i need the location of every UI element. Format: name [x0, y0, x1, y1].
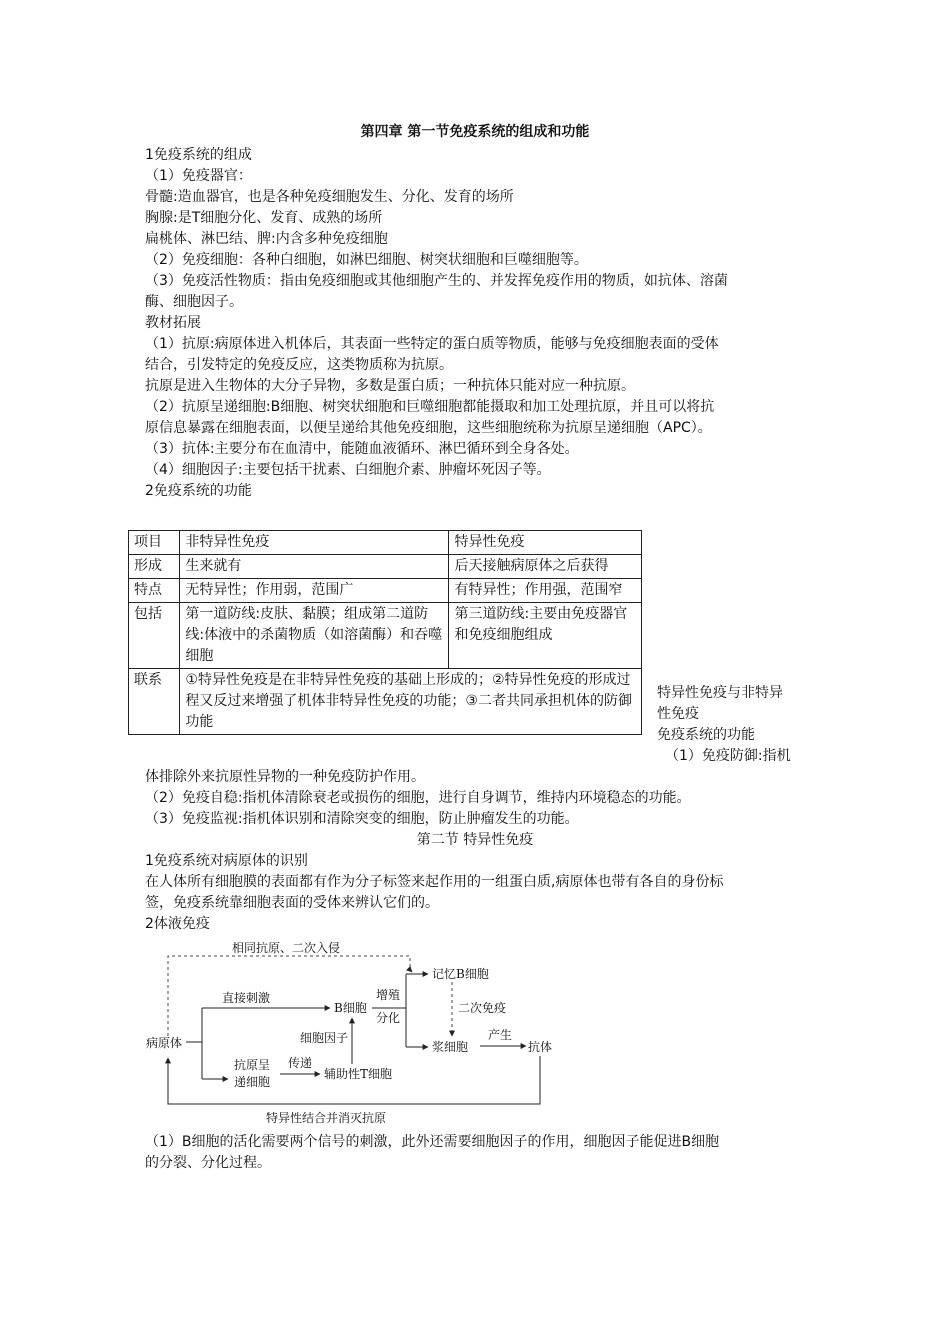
text-line: 扁桃体、淋巴结、脾:内含多种免疫细胞	[145, 231, 388, 247]
node-apc-line1: 抗原呈	[234, 1058, 271, 1072]
label-produce: 产生	[488, 1028, 513, 1042]
text-line: （1）B细胞的活化需要两个信号的刺激，此外还需要细胞因子的作用，细胞因子能促进B细胞	[145, 1134, 720, 1150]
text-line: 胸腺:是T细胞分化、发育、成熟的场所	[145, 210, 383, 226]
label-second-immunity: 二次免疫	[458, 1001, 507, 1015]
node-plasma-cell: 浆细胞	[432, 1040, 469, 1054]
table-cell: 形成	[129, 555, 180, 579]
table-cell: 第一道防线:皮肤、黏膜；组成第二道防线:体液中的杀菌物质（如溶菌酶）和吞噬细胞	[180, 603, 449, 669]
section-heading: 2体液免疫	[145, 916, 210, 932]
text-line: 酶、细胞因子。	[145, 294, 243, 310]
node-pathogen: 病原体	[146, 1036, 183, 1050]
label-cytokine: 细胞因子	[300, 1031, 349, 1045]
section-heading: 1免疫系统对病原体的识别	[145, 853, 308, 869]
label-proliferate: 增殖	[376, 988, 401, 1002]
label-differentiate: 分化	[376, 1011, 401, 1025]
text-line: （1）免疫器官：	[145, 168, 252, 184]
table-row	[129, 555, 642, 579]
node-memory-b-cell: 记忆B细胞	[432, 967, 489, 981]
table-cell: 有特异性；作用强，范围窄	[449, 579, 642, 603]
text-line: （4）细胞因子:主要包括干扰素、白细胞介素、肿瘤坏死因子等。	[145, 462, 551, 478]
text-line: （3）免疫活性物质：指由免疫细胞或其他细胞产生的、并发挥免疫作用的物质，如抗体、溶菌	[145, 273, 728, 289]
text-line: 教材拓展	[145, 315, 201, 331]
table-cell: 第三道防线:主要由免疫器官和免疫细胞组成	[449, 603, 642, 669]
node-apc-line2: 递细胞	[234, 1075, 271, 1089]
table-row	[129, 603, 642, 669]
chapter-title: 第四章 第一节免疫系统的组成和功能	[360, 124, 590, 140]
table-cell: 特异性免疫	[449, 531, 642, 555]
label-same-antigen: 相同抗原、二次入侵	[232, 941, 341, 955]
table-header-row	[129, 531, 642, 555]
text-line: 签，免疫系统靠细胞表面的受体来辨认它们的。	[145, 895, 439, 911]
text-line: （2）抗原呈递细胞:B细胞、树突状细胞和巨噬细胞都能摄取和加工处理抗原，并且可以将抗	[145, 399, 715, 415]
text-line: 在人体所有细胞膜的表面都有作为分子标签来起作用的一组蛋白质,病原体也带有各自的身份标	[145, 874, 724, 890]
side-note: （1）免疫防御:指机	[665, 748, 791, 764]
section-heading: 1免疫系统的组成	[145, 147, 252, 163]
humoral-immunity-diagram	[140, 936, 570, 1130]
text-line: 结合，引发特定的免疫反应，这类物质称为抗原。	[145, 357, 453, 373]
side-note: 特异性免疫与非特异	[657, 685, 783, 701]
table-cell: 无特异性；作用弱，范围广	[180, 579, 449, 603]
table-cell: 包括	[129, 603, 180, 669]
table-cell: 项目	[129, 531, 180, 555]
table-cell: 特点	[129, 579, 180, 603]
node-b-cell: B细胞	[334, 1001, 367, 1015]
node-helper-t-cell: 辅助性T细胞	[324, 1067, 393, 1081]
text-line: 的分裂、分化过程。	[145, 1155, 271, 1171]
label-bind-destroy: 特异性结合并消灭抗原	[266, 1111, 387, 1125]
text-line: （3）抗体:主要分布在血清中，能随血液循环、淋巴循环到全身各处。	[145, 441, 579, 457]
table-row	[129, 579, 642, 603]
table-cell: 联系	[129, 669, 180, 735]
dashed-arrow-secondary-invasion	[168, 956, 410, 1036]
table-row	[129, 669, 642, 735]
side-note: 性免疫	[657, 706, 699, 722]
text-line: （1）抗原:病原体进入机体后，其表面一些特定的蛋白质等物质，能够与免疫细胞表面的受体	[145, 336, 719, 352]
text-line: 抗原是进入生物体的大分子异物，多数是蛋白质；一种抗体只能对应一种抗原。	[145, 378, 635, 394]
text-line: （3）免疫监视:指机体识别和清除突变的细胞，防止肿瘤发生的功能。	[145, 811, 579, 827]
text-line: （2）免疫细胞：各种白细胞，如淋巴细胞、树突状细胞和巨噬细胞等。	[145, 252, 588, 268]
table-cell: ①特异性免疫是在非特异性免疫的基础上形成的；②特异性免疫的形成过程又反过来增强了机体非特异性免疫的功能；③二者共同承担机体的防御功能	[180, 669, 642, 735]
text-line: 原信息暴露在细胞表面，以便呈递给其他免疫细胞，这些细胞统称为抗原呈递细胞（APC）。	[145, 420, 712, 436]
table-cell: 非特异性免疫	[180, 531, 449, 555]
node-antibody: 抗体	[528, 1040, 553, 1054]
section-title: 第二节 特异性免疫	[416, 832, 534, 848]
table-cell: 后天接触病原体之后获得	[449, 555, 642, 579]
immunity-comparison-table	[128, 530, 642, 735]
section-heading: 2免疫系统的功能	[145, 483, 252, 499]
label-direct-stimulation: 直接刺激	[222, 991, 271, 1005]
label-transmit: 传递	[288, 1056, 313, 1070]
table-cell: 生来就有	[180, 555, 449, 579]
text-line: 体排除外来抗原性异物的一种免疫防护作用。	[145, 769, 425, 785]
arrow-head	[410, 970, 412, 972]
text-line: 骨髓:造血器官，也是各种免疫细胞发生、分化、发育的场所	[145, 189, 514, 205]
side-note: 免疫系统的功能	[657, 727, 755, 743]
text-line: （2）免疫自稳:指机体清除衰老或损伤的细胞，进行自身调节，维持内环境稳态的功能。	[145, 790, 691, 806]
